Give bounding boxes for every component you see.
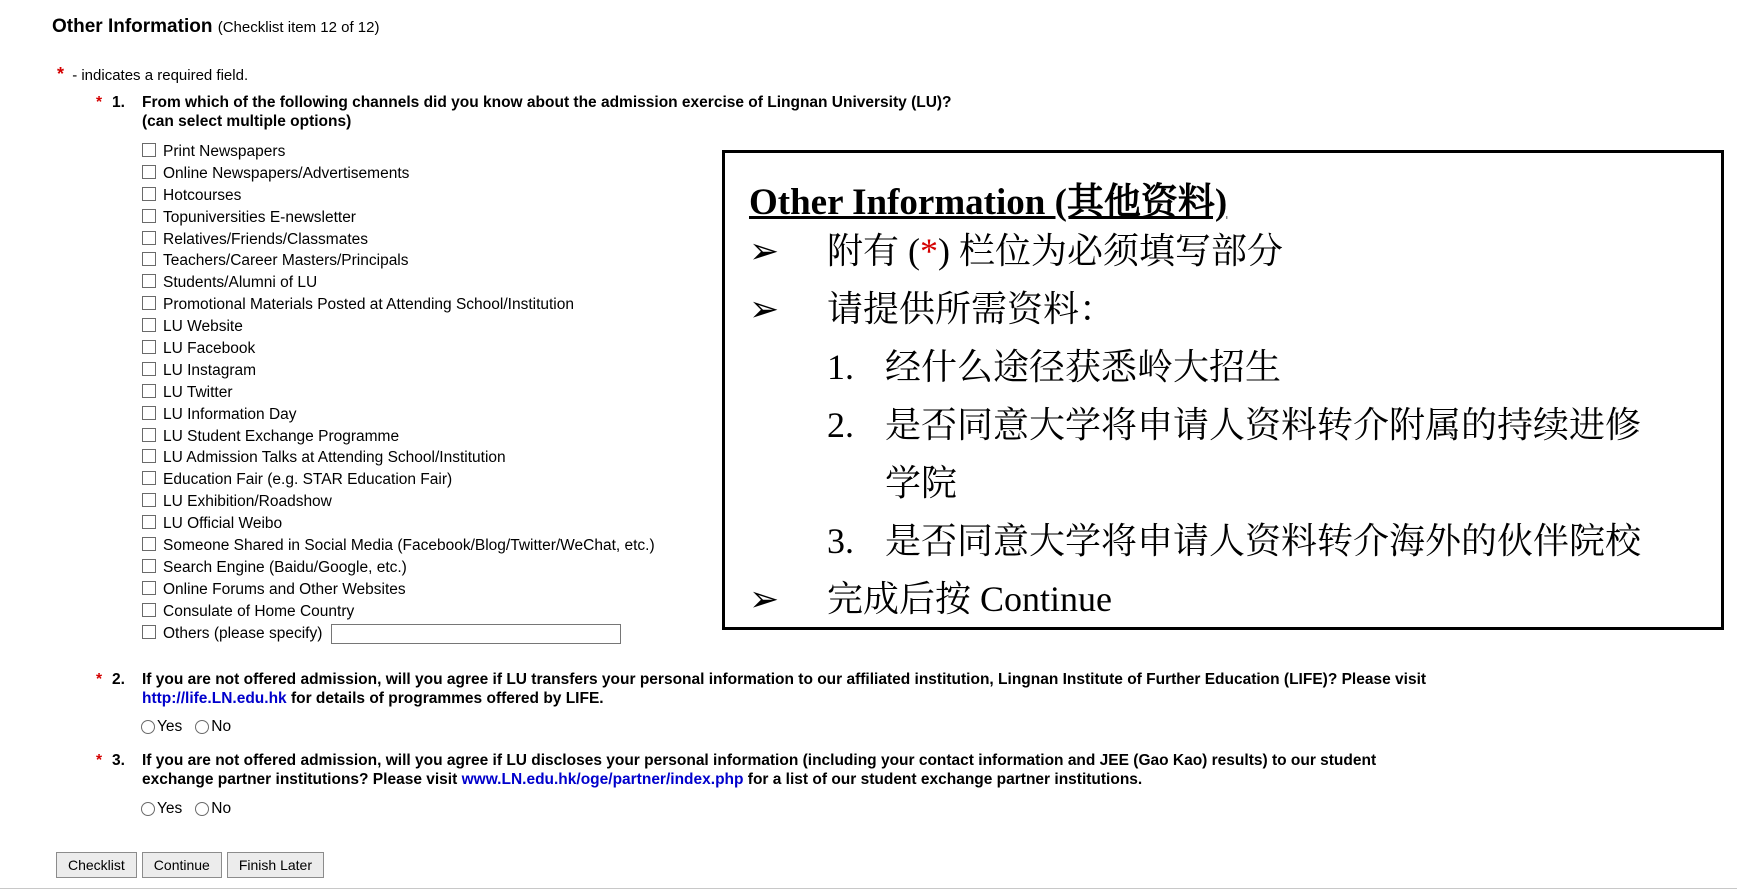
- channel-option-label[interactable]: Students/Alumni of LU: [163, 274, 318, 292]
- question-3-text-mid: exchange partner institutions? Please visit: [142, 770, 462, 788]
- channel-option[interactable]: [141, 469, 655, 491]
- channel-option[interactable]: [141, 426, 655, 448]
- question-3-text-tail: for a list of our student exchange partner institutions.: [743, 770, 1143, 788]
- question-3-radio-group: [141, 800, 244, 818]
- checkbox[interactable]: [142, 449, 156, 463]
- callout-provide-info: 请提供所需资料：: [827, 289, 1116, 329]
- channel-option-label[interactable]: LU Official Weibo: [163, 515, 283, 533]
- callout-required-asterisk: *: [920, 231, 938, 271]
- callout-item-2-cont: 学院: [885, 463, 958, 503]
- checkbox[interactable]: [142, 406, 156, 420]
- callout-required-note-a: 附有 (: [827, 231, 920, 271]
- partner-institutions-link[interactable]: www.LN.edu.hk/oge/partner/index.php: [461, 770, 744, 788]
- channel-option-label[interactable]: LU Student Exchange Programme: [163, 427, 400, 445]
- channel-option-label[interactable]: LU Twitter: [163, 383, 233, 401]
- question-number: 1.: [112, 94, 125, 111]
- checkbox[interactable]: [142, 625, 156, 639]
- checkbox[interactable]: [142, 493, 156, 507]
- channel-option-label[interactable]: LU Exhibition/Roadshow: [163, 493, 332, 511]
- finish-later-button[interactable]: Finish Later: [227, 852, 324, 878]
- question-3-text: If you are not offered admission, will you agree if LU discloses your personal information (including your contact information and JEE (Gao Kao) results) to our student: [142, 752, 1377, 769]
- checkbox[interactable]: [142, 581, 156, 595]
- channel-option-label[interactable]: Education Fair (e.g. STAR Education Fair): [163, 471, 453, 489]
- question-2: [96, 671, 1426, 708]
- question-3: [96, 752, 1376, 789]
- callout-item-2-number: 2.: [827, 405, 854, 445]
- callout-item-3: 是否同意大学将申请人资料转介海外的伙伴院校: [885, 521, 1642, 561]
- channel-options-list: [141, 141, 655, 644]
- channel-option[interactable]: [141, 294, 655, 316]
- callout-item-1: 经什么途径获悉岭大招生: [885, 347, 1282, 387]
- channel-option[interactable]: [141, 163, 655, 185]
- channel-option[interactable]: [141, 535, 655, 557]
- checkbox[interactable]: [142, 187, 156, 201]
- question-3-text-line2: [142, 771, 1376, 790]
- callout-title: Other Information (其他资料): [749, 182, 1228, 223]
- question-1: [96, 94, 952, 131]
- channel-option[interactable]: [141, 316, 655, 338]
- required-field-note: [57, 64, 248, 85]
- question-2-text-tail: for details of programmes offered by LIFE.: [286, 689, 604, 707]
- required-asterisk: *: [96, 94, 103, 111]
- channel-option-label[interactable]: Consulate of Home Country: [163, 602, 355, 620]
- question-2-text: If you are not offered admission, will you agree if LU transfers your personal information to our affiliated institution, Lingnan Institute of Further Education (LIFE)? Please visit: [142, 671, 1427, 688]
- channel-option-label[interactable]: LU Information Day: [163, 405, 297, 423]
- channel-option[interactable]: [141, 141, 655, 163]
- callout-required-note: [827, 229, 1283, 273]
- form-buttons: [56, 852, 324, 878]
- question-number: 2.: [112, 671, 125, 688]
- question-number: 3.: [112, 752, 125, 769]
- question-1-text: From which of the following channels did you know about the admission exercise of Lingnan University (LU)?: [142, 94, 952, 111]
- channel-option-label[interactable]: Online Forums and Other Websites: [163, 580, 406, 598]
- channel-option-label[interactable]: Hotcourses: [163, 186, 242, 204]
- q2-yes-radio[interactable]: [141, 720, 155, 734]
- channel-option-label[interactable]: Teachers/Career Masters/Principals: [163, 252, 409, 270]
- checkbox[interactable]: [142, 559, 156, 573]
- channel-option[interactable]: [141, 360, 655, 382]
- channel-option-label[interactable]: Topuniversities E-newsletter: [163, 208, 356, 226]
- q3-yes-label[interactable]: Yes: [157, 800, 183, 817]
- q2-yes-label[interactable]: Yes: [157, 718, 183, 735]
- page-title-text: Other Information: [52, 16, 213, 37]
- instruction-callout: [722, 150, 1724, 630]
- channel-option-label[interactable]: Others (please specify): [163, 624, 323, 642]
- checkbox[interactable]: [142, 362, 156, 376]
- checkbox[interactable]: [142, 165, 156, 179]
- checkbox[interactable]: [142, 296, 156, 310]
- channel-option[interactable]: [141, 185, 655, 207]
- required-note-text: - indicates a required field.: [72, 67, 249, 84]
- channel-option-label[interactable]: LU Admission Talks at Attending School/Institution: [163, 449, 506, 467]
- channel-option-label[interactable]: Search Engine (Baidu/Google, etc.): [163, 558, 407, 576]
- required-asterisk: *: [96, 671, 103, 688]
- channel-option[interactable]: [141, 557, 655, 579]
- channel-option[interactable]: [141, 601, 655, 623]
- channel-option[interactable]: [141, 250, 655, 272]
- checkbox[interactable]: [142, 231, 156, 245]
- question-2-text-line2: [142, 690, 1426, 709]
- q2-no-label[interactable]: No: [211, 718, 232, 735]
- checkbox[interactable]: [142, 471, 156, 485]
- checkbox[interactable]: [142, 603, 156, 617]
- channel-option-label[interactable]: Someone Shared in Social Media (Facebook/Blog/Twitter/WeChat, etc.): [163, 536, 655, 554]
- channel-option-label[interactable]: Relatives/Friends/Classmates: [163, 230, 369, 248]
- bottom-divider: [0, 888, 1737, 889]
- checkbox[interactable]: [142, 384, 156, 398]
- channel-option[interactable]: [141, 513, 655, 535]
- channel-option-label[interactable]: LU Instagram: [163, 361, 257, 379]
- checkbox[interactable]: [142, 143, 156, 157]
- checklist-progress: (Checklist item 12 of 12): [217, 19, 380, 36]
- channel-option[interactable]: [141, 404, 655, 426]
- callout-item-3-number: 3.: [827, 521, 854, 561]
- channel-option[interactable]: [141, 207, 655, 229]
- channel-option-label[interactable]: Print Newspapers: [163, 142, 286, 160]
- channel-option[interactable]: [141, 623, 655, 645]
- life-website-link[interactable]: http://life.LN.edu.hk: [142, 689, 287, 707]
- checklist-button[interactable]: Checklist: [56, 852, 137, 878]
- checkbox[interactable]: [142, 340, 156, 354]
- channel-option-label[interactable]: LU Facebook: [163, 339, 256, 357]
- question-2-radio-group: [141, 718, 244, 736]
- channel-option-label[interactable]: Online Newspapers/Advertisements: [163, 164, 410, 182]
- q3-no-radio[interactable]: [195, 802, 209, 816]
- question-1-hint: (can select multiple options): [142, 112, 352, 130]
- channel-option[interactable]: [141, 272, 655, 294]
- checkbox[interactable]: [142, 318, 156, 332]
- continue-button[interactable]: Continue: [142, 852, 222, 878]
- callout-required-note-b: ) 栏位为必须填写部分: [938, 231, 1283, 271]
- checkbox[interactable]: [142, 252, 156, 266]
- channel-option[interactable]: [141, 382, 655, 404]
- arrow-bullet-icon: ➢: [749, 579, 780, 619]
- channel-option[interactable]: [141, 229, 655, 251]
- required-asterisk: *: [96, 752, 103, 769]
- checkbox[interactable]: [142, 209, 156, 223]
- checkbox[interactable]: [142, 274, 156, 288]
- channel-option[interactable]: [141, 491, 655, 513]
- callout-continue-note: 完成后按 Continue: [827, 579, 1112, 619]
- required-asterisk: *: [57, 64, 65, 84]
- callout-item-1-number: 1.: [827, 347, 854, 387]
- callout-item-2: 是否同意大学将申请人资料转介附属的持续进修: [885, 405, 1642, 445]
- channel-option-label[interactable]: Promotional Materials Posted at Attending School/Institution: [163, 296, 574, 314]
- checkbox[interactable]: [142, 537, 156, 551]
- q3-no-label[interactable]: No: [211, 800, 232, 817]
- arrow-bullet-icon: ➢: [749, 289, 780, 329]
- channel-option[interactable]: [141, 579, 655, 601]
- others-specify-input[interactable]: [331, 624, 621, 644]
- page-title: [52, 16, 379, 38]
- checkbox[interactable]: [142, 515, 156, 529]
- channel-option[interactable]: [141, 338, 655, 360]
- q2-no-radio[interactable]: [195, 720, 209, 734]
- arrow-bullet-icon: ➢: [749, 231, 780, 271]
- q3-yes-radio[interactable]: [141, 802, 155, 816]
- channel-option[interactable]: [141, 447, 655, 469]
- channel-option-label[interactable]: LU Website: [163, 318, 243, 336]
- checkbox[interactable]: [142, 428, 156, 442]
